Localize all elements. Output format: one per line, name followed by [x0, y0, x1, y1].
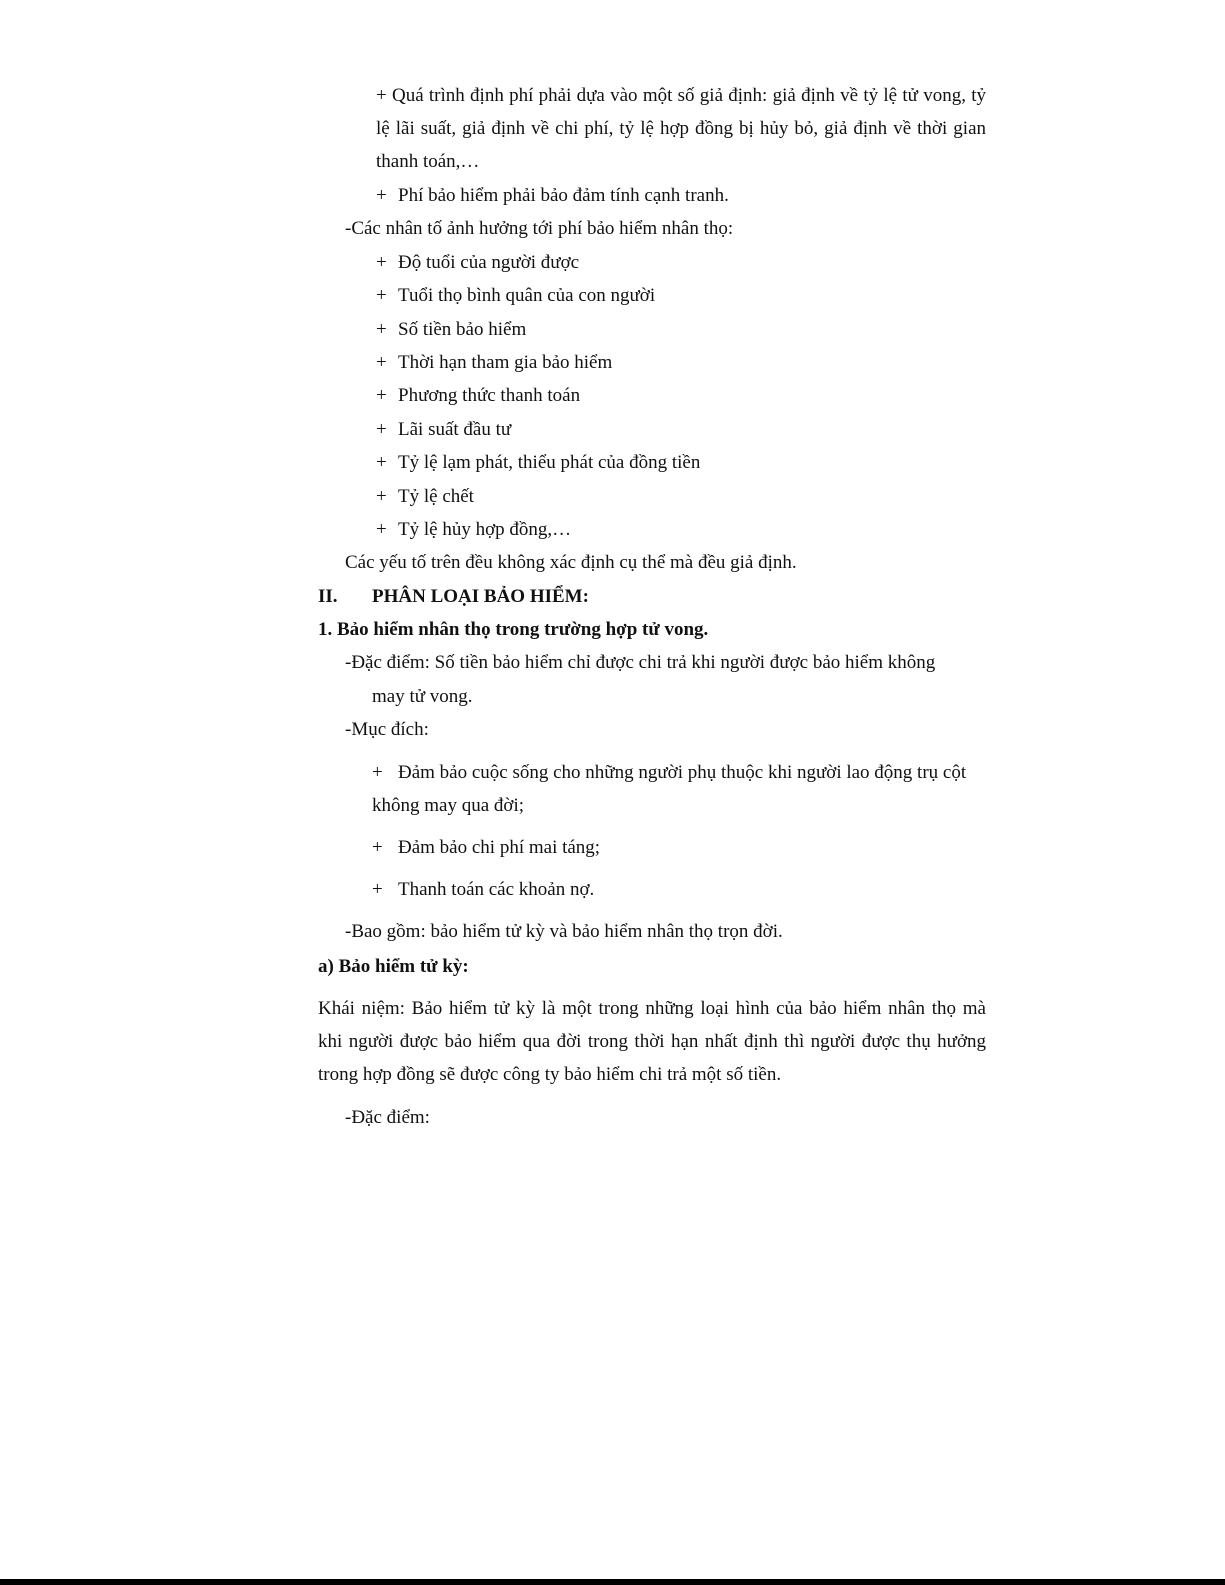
- purpose-item: [372, 878, 594, 902]
- competition-text: Phí bảo hiểm phải bảo đảm tính cạnh tranh.: [398, 185, 729, 206]
- subsection-heading-1: 1. Bảo hiểm nhân thọ trong trường hợp tử vong.: [318, 619, 709, 640]
- factor-item: [376, 518, 571, 542]
- section-title: PHÂN LOẠI BẢO HIỂM:: [372, 586, 589, 607]
- assumption-line-3: thanh toán,…: [376, 151, 480, 172]
- bullet-symbol: +: [376, 285, 387, 306]
- bullet-symbol: +: [376, 185, 387, 206]
- factor-item: [376, 451, 700, 475]
- factor-text: Phương thức thanh toán: [398, 385, 581, 406]
- factor-text: Tỷ lệ chết: [398, 486, 474, 507]
- concept-line-3: trong hợp đồng sẽ được công ty bảo hiểm chi trả một số tiền.: [318, 1064, 782, 1085]
- assumption-line-2: lệ lãi suất, giả định về chi phí, tỷ lệ hợp đồng bị hủy bỏ, giả định về thời gian: [376, 118, 986, 139]
- factors-heading: -Các nhân tố ảnh hưởng tới phí bảo hiểm nhân thọ:: [345, 218, 734, 239]
- factor-item: [376, 284, 655, 308]
- factor-text: Số tiền bảo hiểm: [398, 319, 527, 340]
- bullet-symbol: +: [376, 385, 387, 406]
- factor-text: Lãi suất đầu tư: [398, 419, 512, 440]
- purpose-text: Đảm bảo cuộc sống cho những người phụ thuộc khi người lao động trụ cột: [398, 762, 967, 783]
- factor-item: [376, 418, 511, 442]
- concept-line-1: Khái niệm: Bảo hiểm tử kỳ là một trong những loại hình của bảo hiểm nhân thọ mà: [318, 998, 986, 1019]
- factor-text: Thời hạn tham gia bảo hiểm: [398, 352, 613, 373]
- subsection-heading-a: a) Bảo hiểm tử kỳ:: [318, 956, 469, 977]
- bullet-symbol: +: [372, 762, 383, 783]
- section-heading: [318, 585, 589, 609]
- factor-text: Tuổi thọ bình quân của con người: [398, 285, 656, 306]
- feature-heading-2: -Đặc điểm:: [345, 1107, 430, 1128]
- bullet-symbol: +: [376, 519, 387, 540]
- concept-line-2: khi người được bảo hiểm qua đời trong thời hạn nhất định thì người được thụ hưởng: [318, 1031, 986, 1052]
- factor-item: [376, 351, 612, 375]
- bottom-border: [0, 1579, 1225, 1585]
- purpose-item: [372, 761, 966, 785]
- purpose-heading: -Mục đích:: [345, 719, 429, 740]
- factor-item: [376, 384, 580, 408]
- factor-item: [376, 251, 579, 275]
- bullet-symbol: +: [376, 352, 387, 373]
- factors-note: Các yếu tố trên đều không xác định cụ thể mà đều giả định.: [345, 552, 797, 573]
- purpose-item: [372, 836, 600, 860]
- bullet-symbol: +: [376, 319, 387, 340]
- bullet-symbol: +: [372, 837, 383, 858]
- competition-item: [376, 184, 729, 208]
- factor-item: [376, 318, 526, 342]
- factor-text: Tỷ lệ lạm phát, thiểu phát của đồng tiền: [398, 452, 701, 473]
- bullet-symbol: +: [372, 879, 383, 900]
- feature-line-2: may tử vong.: [372, 686, 473, 707]
- factor-text: Độ tuổi của người được: [398, 252, 580, 273]
- bullet-symbol: +: [376, 419, 387, 440]
- factor-item: [376, 485, 474, 509]
- bullet-symbol: +: [376, 452, 387, 473]
- feature-line-1: -Đặc điểm: Số tiền bảo hiểm chỉ được chi trả khi người được bảo hiểm không: [345, 652, 936, 673]
- purpose-text: Thanh toán các khoản nợ.: [398, 879, 595, 900]
- purpose-item-continued: không may qua đời;: [372, 795, 524, 816]
- assumption-line-1: + Quá trình định phí phải dựa vào một số giả định: giả định về tỷ lệ tử vong, tỷ: [376, 85, 986, 106]
- bullet-symbol: +: [376, 486, 387, 507]
- includes-line: -Bao gồm: bảo hiểm tử kỳ và bảo hiểm nhân thọ trọn đời.: [345, 921, 783, 942]
- factor-text: Tỷ lệ hủy hợp đồng,…: [398, 519, 572, 540]
- section-number: II.: [318, 586, 338, 607]
- bullet-symbol: +: [376, 252, 387, 273]
- purpose-text: Đảm bảo chi phí mai táng;: [398, 837, 601, 858]
